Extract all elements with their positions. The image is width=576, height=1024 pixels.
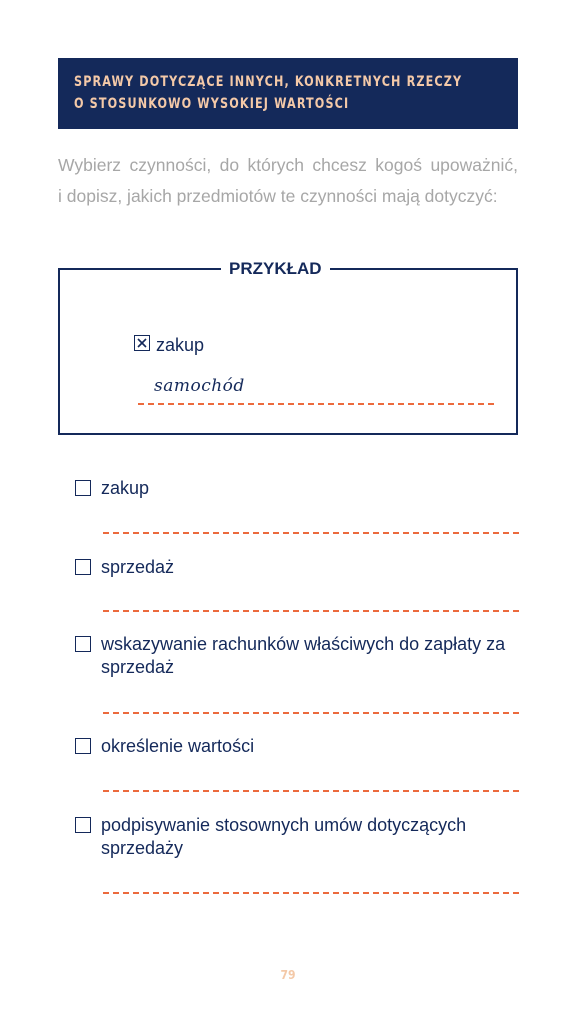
example-handwritten-value: samochód [154,376,245,396]
page-number: 79 [280,968,296,982]
option-label-okreslenie-wartosci: określenie wartości [101,736,255,756]
section-header [58,58,518,129]
option-label-zakup: zakup [101,478,150,498]
write-line-zakup[interactable] [103,532,519,534]
write-line-sprzedaz[interactable] [103,610,519,612]
option-label-wskazywanie-line-1: wskazywanie rachunków właściwych do zapłaty za [101,634,506,654]
option-label-sprzedaz: sprzedaż [101,557,175,577]
instructions-line-1: Wybierz czynności, do których chcesz kogoś upoważnić, [58,155,518,175]
instructions-line-2: i dopisz, jakich przedmiotów te czynności mają dotyczyć: [58,186,498,206]
example-checked-checkbox [134,335,150,351]
checkbox-okreslenie-wartosci[interactable] [75,738,91,754]
checkbox-podpisywanie-umow[interactable] [75,817,91,833]
write-line-podpisywanie[interactable] [103,892,519,894]
option-label-podpisywanie-line-2: sprzedaży [101,838,184,858]
example-write-line [138,403,494,405]
example-checkbox-label: zakup [156,335,205,355]
write-line-okreslenie-wartosci[interactable] [103,790,519,792]
example-box [58,259,518,435]
instructions-text [58,150,518,212]
write-line-wskazywanie[interactable] [103,712,519,714]
x-mark-icon [136,337,148,349]
option-label-podpisywanie-line-1: podpisywanie stosownych umów dotyczących [101,815,467,835]
section-header-line-2: O STOSUNKOWO WYSOKIEJ WARTOŚCI [74,96,350,112]
example-title: PRZYKŁAD [221,258,330,280]
section-header-line-1: SPRAWY DOTYCZĄCE INNYCH, KONKRETNYCH RZECZY [74,74,463,90]
checkbox-zakup[interactable] [75,480,91,496]
checkbox-sprzedaz[interactable] [75,559,91,575]
checkbox-wskazywanie-rachunkow[interactable] [75,636,91,652]
option-label-wskazywanie-line-2: sprzedaż [101,657,175,677]
